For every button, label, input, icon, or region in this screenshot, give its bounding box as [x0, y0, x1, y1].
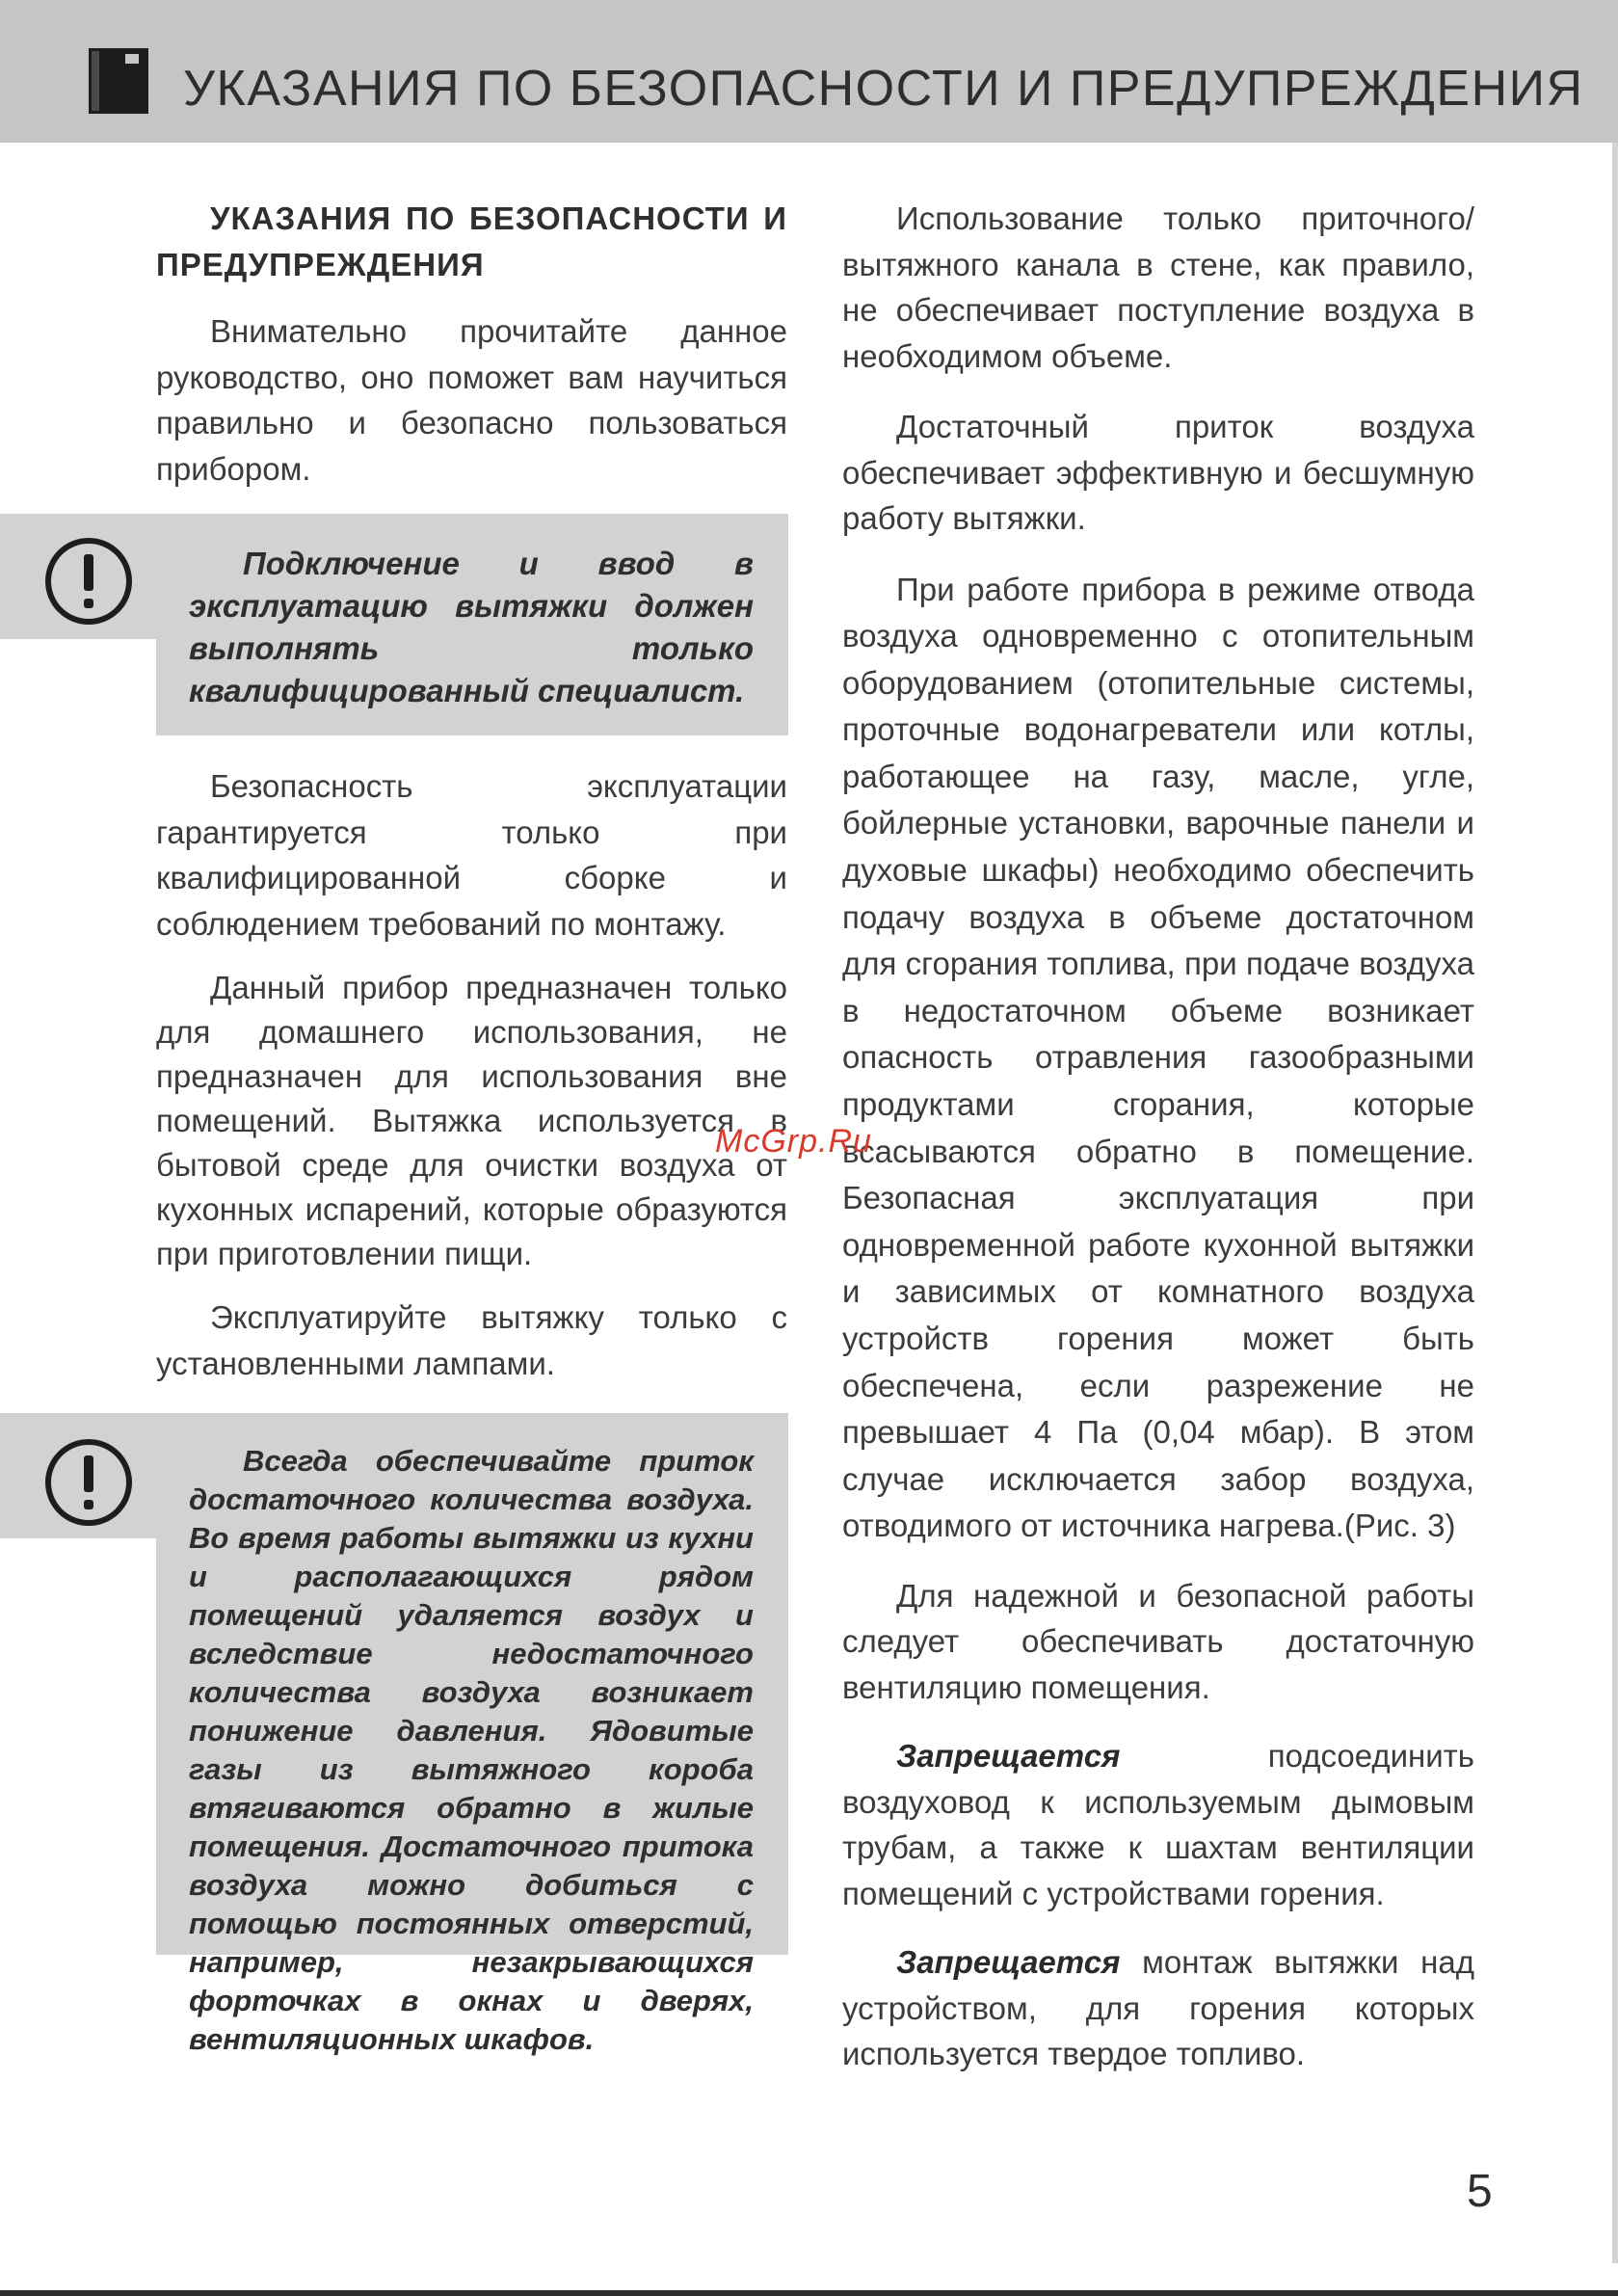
prohibition-chimney-paragraph [842, 1733, 1474, 1916]
warning-air-supply-text: Всегда обеспечивайте приток достаточного количества воздуха. Во время работы вытяжки из кухни и располагающихся рядом помещений удаляется воздух и вследствие недостаточного количества воздуха возникает понижение давления. Ядовитые газы из вытяжного короба втягиваются обратно в жилые помещения. Достаточного притока воздуха можно добиться с помощью постоянных отверстий, например, незакрывающихся форточках в окнах и дверях, вентиляционных шкафов. [189, 1444, 754, 2056]
prohibition-label: Запрещается [896, 1738, 1121, 1775]
page-header [0, 0, 1618, 143]
prohibition-chimney-text: подсоединить воздуховод к используемым дымовым трубам, а также к шахтам вентиляции помещений с устройствами горения. [842, 1738, 1474, 1911]
right-column [842, 196, 1474, 2077]
page-number: 5 [1467, 2166, 1493, 2217]
heating-paragraph: При работе прибора в режиме отвода воздуха одновременно с отопительным оборудованием (отопительные системы, проточные водонагреватели или котлы, работающее на газу, масле, угле, бойлерные установки, варочные панели и духовые шкафы) необходимо обеспечить подачу воздуха в объеме достаточном для сгорания топлива, при подаче воздуха в недостаточном объеме возникает опасность отравления газообразными продуктами сгорания, которые всасываются обратно в помещение. Безопасная эксплуатация при одновременной работе кухонной вытяжки и зависимых от комнатного воздуха устройств горения может быть обеспечена, если разрежение не превышает 4 Па (0,04 мбар). В этом случае исключается забор воздуха, отводимого от источника нагрева.(Рис. 3) [842, 571, 1474, 1544]
warning-installation-text: Подключение и ввод в эксплуатацию вытяжки должен выполнять только квалифицированный специалист. [189, 546, 754, 708]
section-title: УКАЗАНИЯ ПО БЕЗОПАСНОСТИ И ПРЕДУПРЕЖДЕНИЯ [156, 200, 787, 282]
lamps-text: Эксплуатируйте вытяжку только с установленными лампами. [156, 1299, 787, 1381]
page-edge [1612, 143, 1618, 2263]
safety-paragraph [156, 763, 787, 947]
purpose-text: Данный прибор предназначен только для домашнего использования, не предназначен для использования вне помещений. Вытяжка используется в бытовой среде для очистки воздуха от кухонных испарений, которые образуются при приготовлении пищи. [156, 970, 787, 1271]
book-icon [87, 46, 150, 116]
exclamation-icon [42, 535, 135, 627]
watermark: McGrp.Ru [715, 1123, 872, 1160]
bottom-rule [0, 2290, 1618, 2296]
channel-paragraph: Использование только приточного/вытяжного канала в стене, как правило, не обеспечивает поступление воздуха в необходимом объеме. [842, 200, 1474, 374]
intro-text: Внимательно прочитайте данное руководство, оно поможет вам научиться правильно и безопасно пользоваться прибором. [156, 313, 787, 487]
purpose-paragraph [156, 966, 787, 1276]
prohibition-label: Запрещается [896, 1944, 1121, 1981]
ventilation-paragraph: Для надежной и безопасной работы следует обеспечивать достаточную вентиляцию помещения. [842, 1577, 1474, 1705]
header-title: УКАЗАНИЯ ПО БЕЗОПАСНОСТИ И ПРЕДУПРЕЖДЕНИЯ [183, 61, 1584, 117]
prohibition-solid-fuel-text: монтаж вытяжки над устройством, для горения которых используется твердое топливо. [842, 1944, 1474, 2072]
safety-text: Безопасность эксплуатации гарантируется только при квалифицированной сборке и соблюдением требований по монтажу. [156, 768, 787, 942]
air-supply-paragraph: Достаточный приток воздуха обеспечивает эффективную и бесшумную работу вытяжки. [842, 409, 1474, 536]
prohibition-solid-fuel-paragraph [842, 1939, 1474, 2077]
exclamation-icon [42, 1436, 135, 1529]
intro-paragraph [156, 308, 787, 492]
lamps-paragraph [156, 1295, 787, 1386]
